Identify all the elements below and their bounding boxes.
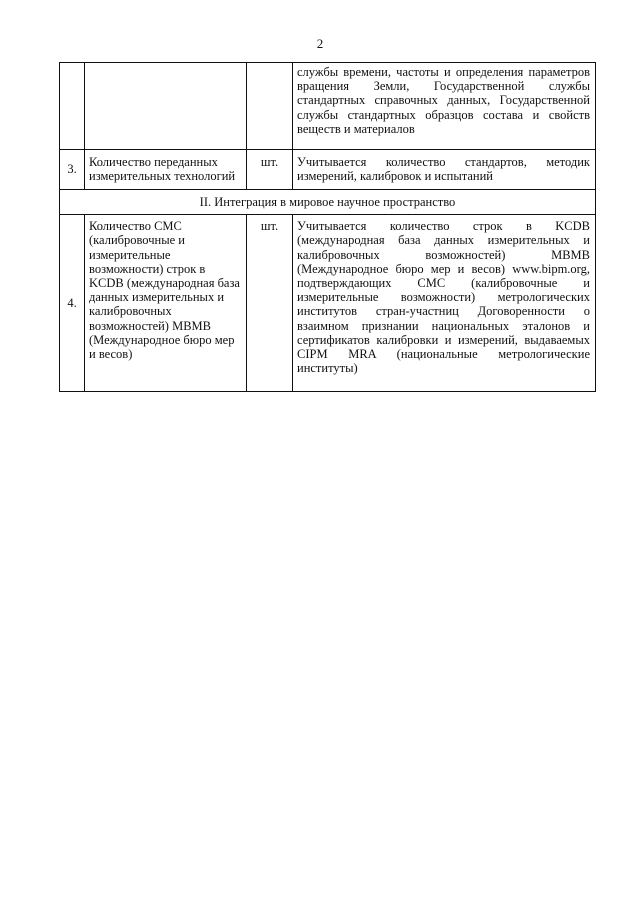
unit-cell: шт. (247, 215, 293, 392)
section-header-row (60, 190, 596, 215)
unit-cell: шт. (247, 150, 293, 190)
table-row-3 (60, 150, 596, 190)
description-cell: Учитывается количество строк в KCDB (международная база данных измерительных и калибровочных возможностей) MBMB (Международное бюро мер и весов) www.bipm.org, подтверждающих CMC (калибровочные и измерительные возможности) метрологических институтов стран-участниц Договоренности о взаимном признании национальных эталонов и сертификатов калибровки и измерений, выдаваемых CIPM MRA (национальные метрологические институты) (293, 215, 596, 392)
page-number: 2 (316, 36, 324, 51)
section-title: II. Интеграция в мировое научное пространство (60, 190, 596, 215)
unit-cell (247, 63, 293, 150)
row-number-cell (60, 63, 85, 150)
description-cell: службы времени, частоты и определения параметров вращения Земли, Государственной службы стандартных справочных данных, Государственной службы стандартных образцов состава и свойств веществ и материалов (293, 63, 596, 150)
indicators-table (59, 62, 596, 392)
table-row-continued (60, 63, 596, 150)
indicator-name-cell (85, 63, 247, 150)
indicator-name-cell: Количество переданных измерительных технологий (85, 150, 247, 190)
row-number-cell: 3. (60, 150, 85, 190)
indicator-name-cell: Количество CMC (калибровочные и измерительные возможности) строк в KCDB (международная база данных измерительных и калибровочных возможностей) MBMB (Международное бюро мер и весов) (85, 215, 247, 392)
description-cell: Учитывается количество стандартов, методик измерений, калибровок и испытаний (293, 150, 596, 190)
row-number-cell: 4. (60, 215, 85, 392)
table-row-4 (60, 215, 596, 392)
